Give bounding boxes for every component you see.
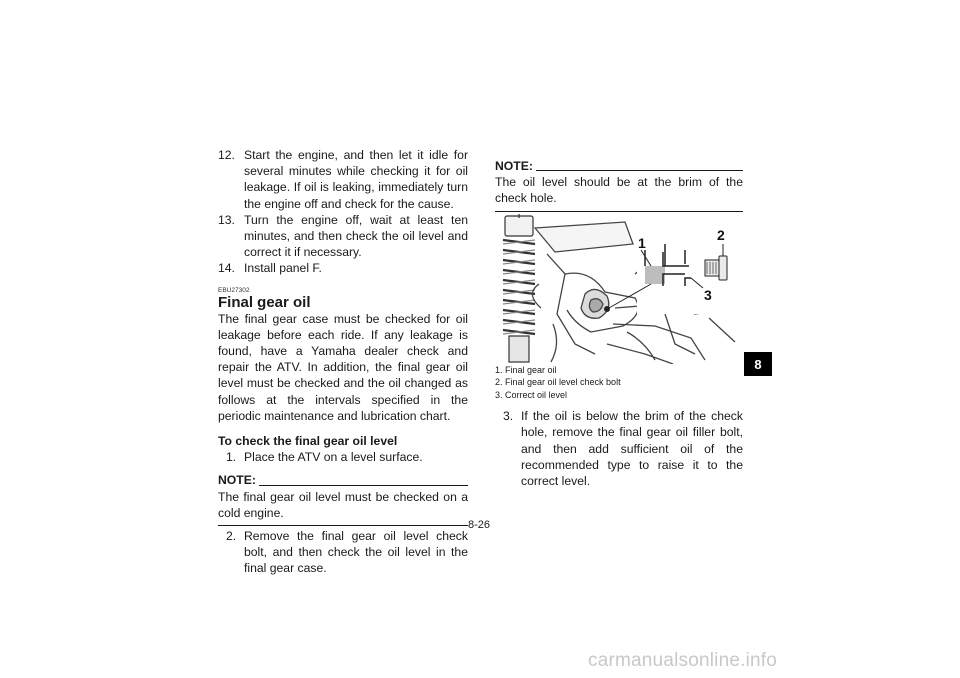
note-label: NOTE: (495, 159, 533, 173)
watermark: carmanualsonline.info (588, 650, 778, 671)
right-column (495, 151, 743, 489)
section-code: EBU27302 (218, 286, 250, 294)
note-text: The final gear oil level must be checked on a cold engine. (218, 489, 468, 520)
callout-2: 2 (717, 226, 725, 243)
step-13 (218, 212, 468, 261)
step-2 (218, 528, 468, 577)
left-column (218, 147, 468, 577)
shock-absorber-drawing (503, 214, 535, 362)
step-text: Install panel F. (244, 261, 322, 276)
step-14 (218, 260, 468, 276)
callout-1: 1 (638, 234, 646, 251)
step-number: 13. (218, 212, 235, 227)
step-12 (218, 147, 468, 212)
step-number: 14. (218, 261, 235, 276)
figure-captions (495, 364, 743, 402)
section-heading: Final gear oil (218, 293, 311, 311)
note-rule (536, 170, 743, 171)
note-box (495, 158, 743, 212)
step-text: Start the engine, and then let it idle for several minutes while checking it for oil leakage. If oil is leaking, immediately turn the engine off and check for the cause. (244, 148, 468, 211)
subheading: To check the final gear oil level (218, 434, 398, 449)
caption-2: 2. Final gear oil level check bolt (495, 377, 621, 388)
step-text: Place the ATV on a level surface. (244, 450, 423, 465)
caption-3: 3. Correct oil level (495, 389, 568, 400)
step-1 (218, 449, 468, 465)
step-text: Turn the engine off, wait at least ten minutes, and then check the oil level and correct it if necessary. (244, 212, 468, 260)
oil-level-fill (645, 266, 665, 284)
section-tab: 8 (744, 352, 772, 376)
note-box (218, 472, 468, 526)
step-3 (495, 408, 743, 489)
intro-paragraph: The final gear case must be checked for oil leakage before each ride. If any leakage is found, have a Yamaha dealer check and repair the ATV. In addition, the final gear oil level must be checked and the oil changed as follows at the intervals specified in the periodic maintenance and lubrication chart. (218, 311, 468, 423)
step-text: If the oil is below the brim of the check hole, remove the final gear oil filler bolt, and then add sufficient oil of the recommended type to raise it to the correct level. (521, 409, 743, 488)
step-number: 1. (226, 450, 237, 465)
final-gear-figure (495, 214, 743, 364)
callout-3: 3 (704, 286, 712, 303)
note-rule (259, 485, 468, 486)
note-label: NOTE: (218, 473, 256, 488)
step-number: 2. (226, 529, 237, 544)
step-text: Remove the final gear oil level check bolt, and then check the oil level in the final gear case. (244, 529, 468, 576)
caption-1: 1. Final gear oil (495, 364, 557, 375)
step-number: 3. (503, 409, 514, 424)
check-bolt-drawing (705, 256, 727, 280)
note-text: The oil level should be at the brim of the check hole. (495, 175, 743, 206)
page-number: 8-26 (468, 519, 491, 531)
step-number: 12. (218, 148, 235, 162)
atv-rear-illustration (495, 214, 743, 364)
